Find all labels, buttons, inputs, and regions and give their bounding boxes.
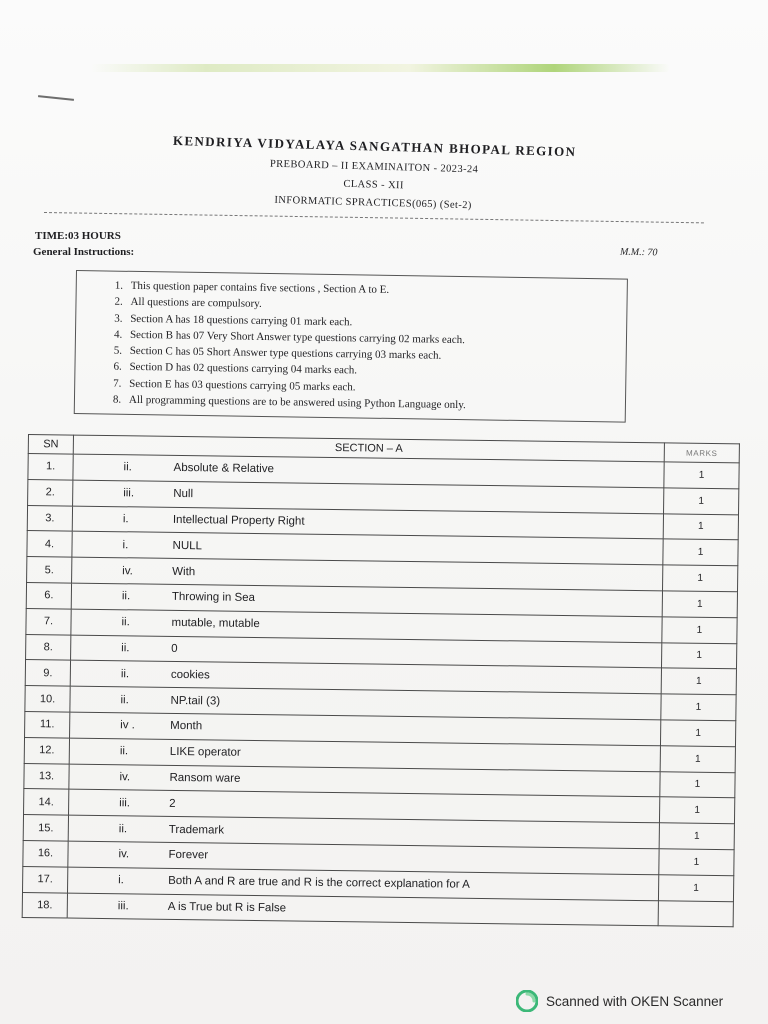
- answer-text: Intellectual Property Right: [172, 513, 305, 528]
- question-number: 17.: [23, 866, 68, 892]
- marks-value: 1: [659, 849, 734, 876]
- scanner-watermark-text: Scanned with OKEN Scanner: [546, 993, 724, 1009]
- question-number: 9.: [25, 660, 70, 686]
- answer-text: A is True but R is False: [167, 900, 287, 915]
- instruction-text: Section B has 07 Very Short Answer type questions carrying 02 marks each.: [129, 328, 465, 347]
- answer-option: ii.: [120, 693, 129, 706]
- answer-text: Null: [173, 488, 194, 501]
- instruction-number: 3.: [114, 312, 123, 325]
- question-number: 8.: [26, 634, 71, 660]
- marks-value: 1: [661, 668, 736, 695]
- sn-header: SN: [28, 435, 73, 455]
- answer-option: iii.: [119, 796, 131, 810]
- marks-value: 1: [659, 823, 734, 850]
- answer-option: iv.: [118, 848, 130, 861]
- answer-option: iii.: [117, 900, 129, 913]
- time-label: TIME:03 HOURS: [35, 230, 121, 242]
- question-number: 14.: [24, 789, 69, 815]
- marks-value: 1: [663, 565, 738, 592]
- marks-value: 1: [662, 591, 737, 618]
- question-number: 16.: [23, 840, 68, 866]
- answer-text: Absolute & Relative: [173, 462, 275, 476]
- answer-text: LIKE operator: [169, 746, 241, 759]
- answer-text: cookies: [170, 668, 210, 682]
- answer-text: Ransom ware: [169, 771, 241, 785]
- answer-text: Forever: [168, 849, 209, 862]
- marks-value: 1: [664, 462, 739, 489]
- marks-value: 1: [661, 694, 736, 721]
- question-number: 1.: [28, 454, 73, 480]
- answer-option: i.: [122, 539, 129, 552]
- instructions-box: [74, 270, 628, 423]
- answer-option: ii.: [119, 745, 129, 758]
- marks-value: 1: [660, 771, 735, 798]
- answer-key-table: [22, 434, 740, 928]
- section-header: SECTION – A: [73, 435, 664, 462]
- marks-value: 1: [660, 720, 735, 747]
- question-number: 4.: [27, 531, 72, 557]
- instruction-text: This question paper contains five sections , Section A to E.: [130, 279, 390, 296]
- instruction-number: 1.: [114, 279, 124, 292]
- instruction-text: Section A has 18 questions carrying 01 mark each.: [130, 312, 353, 328]
- marks-value: 1: [661, 642, 736, 669]
- instruction-text: Section D has 02 questions carrying 04 marks each.: [129, 361, 358, 377]
- scan-color-streak: [90, 64, 670, 72]
- general-instructions-heading: General Instructions:: [33, 246, 135, 258]
- answer-text: Throwing in Sea: [171, 591, 256, 605]
- answer-text: 2: [169, 797, 176, 810]
- question-number: 2.: [28, 479, 73, 505]
- answer-option: ii.: [123, 461, 132, 474]
- question-number: 15.: [23, 815, 68, 841]
- instruction-number: 7.: [113, 377, 122, 390]
- instruction-text: Section C has 05 Short Answer type questions carrying 03 marks each.: [129, 345, 442, 362]
- answer-option: iv .: [120, 719, 135, 732]
- answer-text: Trademark: [168, 823, 225, 837]
- answer-option: ii.: [120, 668, 130, 681]
- instruction-number: 8.: [112, 393, 122, 406]
- question-number: 5.: [27, 557, 72, 583]
- question-number: 12.: [24, 737, 69, 763]
- marks-value: 1: [664, 488, 739, 515]
- question-number: 13.: [24, 763, 69, 789]
- instruction-number: 2.: [114, 295, 123, 309]
- school-name: KENDRIYA VIDYALAYA SANGATHAN BHOPAL REGION: [172, 132, 577, 160]
- answer-option: i.: [118, 874, 124, 887]
- instruction-text: All questions are compulsory.: [130, 296, 262, 311]
- answer-text: NP.tail (3): [170, 694, 221, 708]
- marks-value: 1: [658, 875, 733, 902]
- answer-option: iv.: [119, 771, 131, 784]
- question-number: 7.: [26, 608, 71, 634]
- question-number: 3.: [27, 505, 72, 531]
- marks-value: 1: [663, 539, 738, 566]
- answer-option: iv.: [122, 564, 133, 577]
- instruction-number: 6.: [113, 361, 122, 374]
- marks-value: 1: [662, 617, 737, 644]
- answer-option: i.: [122, 513, 129, 526]
- max-marks-label: M.M.: 70: [619, 246, 658, 259]
- instruction-number: 4.: [113, 328, 123, 341]
- marks-value: 1: [660, 746, 735, 773]
- marks-value: 1: [659, 797, 734, 824]
- subject-label: INFORMATIC SPRACTICES(065) (Set-2): [274, 194, 472, 212]
- document-header: [138, 132, 610, 215]
- answer-option: iii.: [123, 487, 135, 500]
- answer-text: NULL: [172, 539, 203, 553]
- instructions-list: [113, 278, 627, 416]
- marks-header: MARKS: [664, 443, 739, 463]
- answer-text: mutable, mutable: [171, 617, 260, 631]
- question-number: 11.: [25, 711, 70, 737]
- answer-option: ii.: [121, 642, 130, 655]
- marks-value: 1: [663, 513, 738, 540]
- answer-option: ii.: [121, 590, 131, 603]
- answer-rows: [22, 454, 739, 928]
- answer-text: Month: [170, 720, 203, 733]
- scanner-watermark: [516, 990, 723, 1012]
- instruction-text: All programming questions are to be answered using Python Language only.: [128, 393, 466, 412]
- question-number: 6.: [26, 582, 71, 608]
- answer-text: 0: [171, 642, 178, 655]
- class-label: CLASS - XII: [343, 178, 404, 192]
- pen-mark: [38, 95, 74, 101]
- answer-option: ii.: [121, 616, 130, 629]
- marks-value: [658, 900, 733, 927]
- exam-title: PREBOARD – II EXAMINAITON - 2023-24: [269, 158, 479, 176]
- question-number: 10.: [25, 686, 70, 712]
- answer-text: With: [172, 565, 196, 578]
- question-number: 18.: [22, 892, 67, 918]
- instruction-number: 5.: [113, 344, 123, 357]
- instruction-text: Section E has 03 questions carrying 05 marks each.: [129, 377, 356, 394]
- answer-option: ii.: [118, 822, 128, 835]
- answer-text: Both A and R are true and R is the correct explanation for A: [168, 875, 470, 891]
- oken-scanner-logo-icon: [516, 990, 538, 1012]
